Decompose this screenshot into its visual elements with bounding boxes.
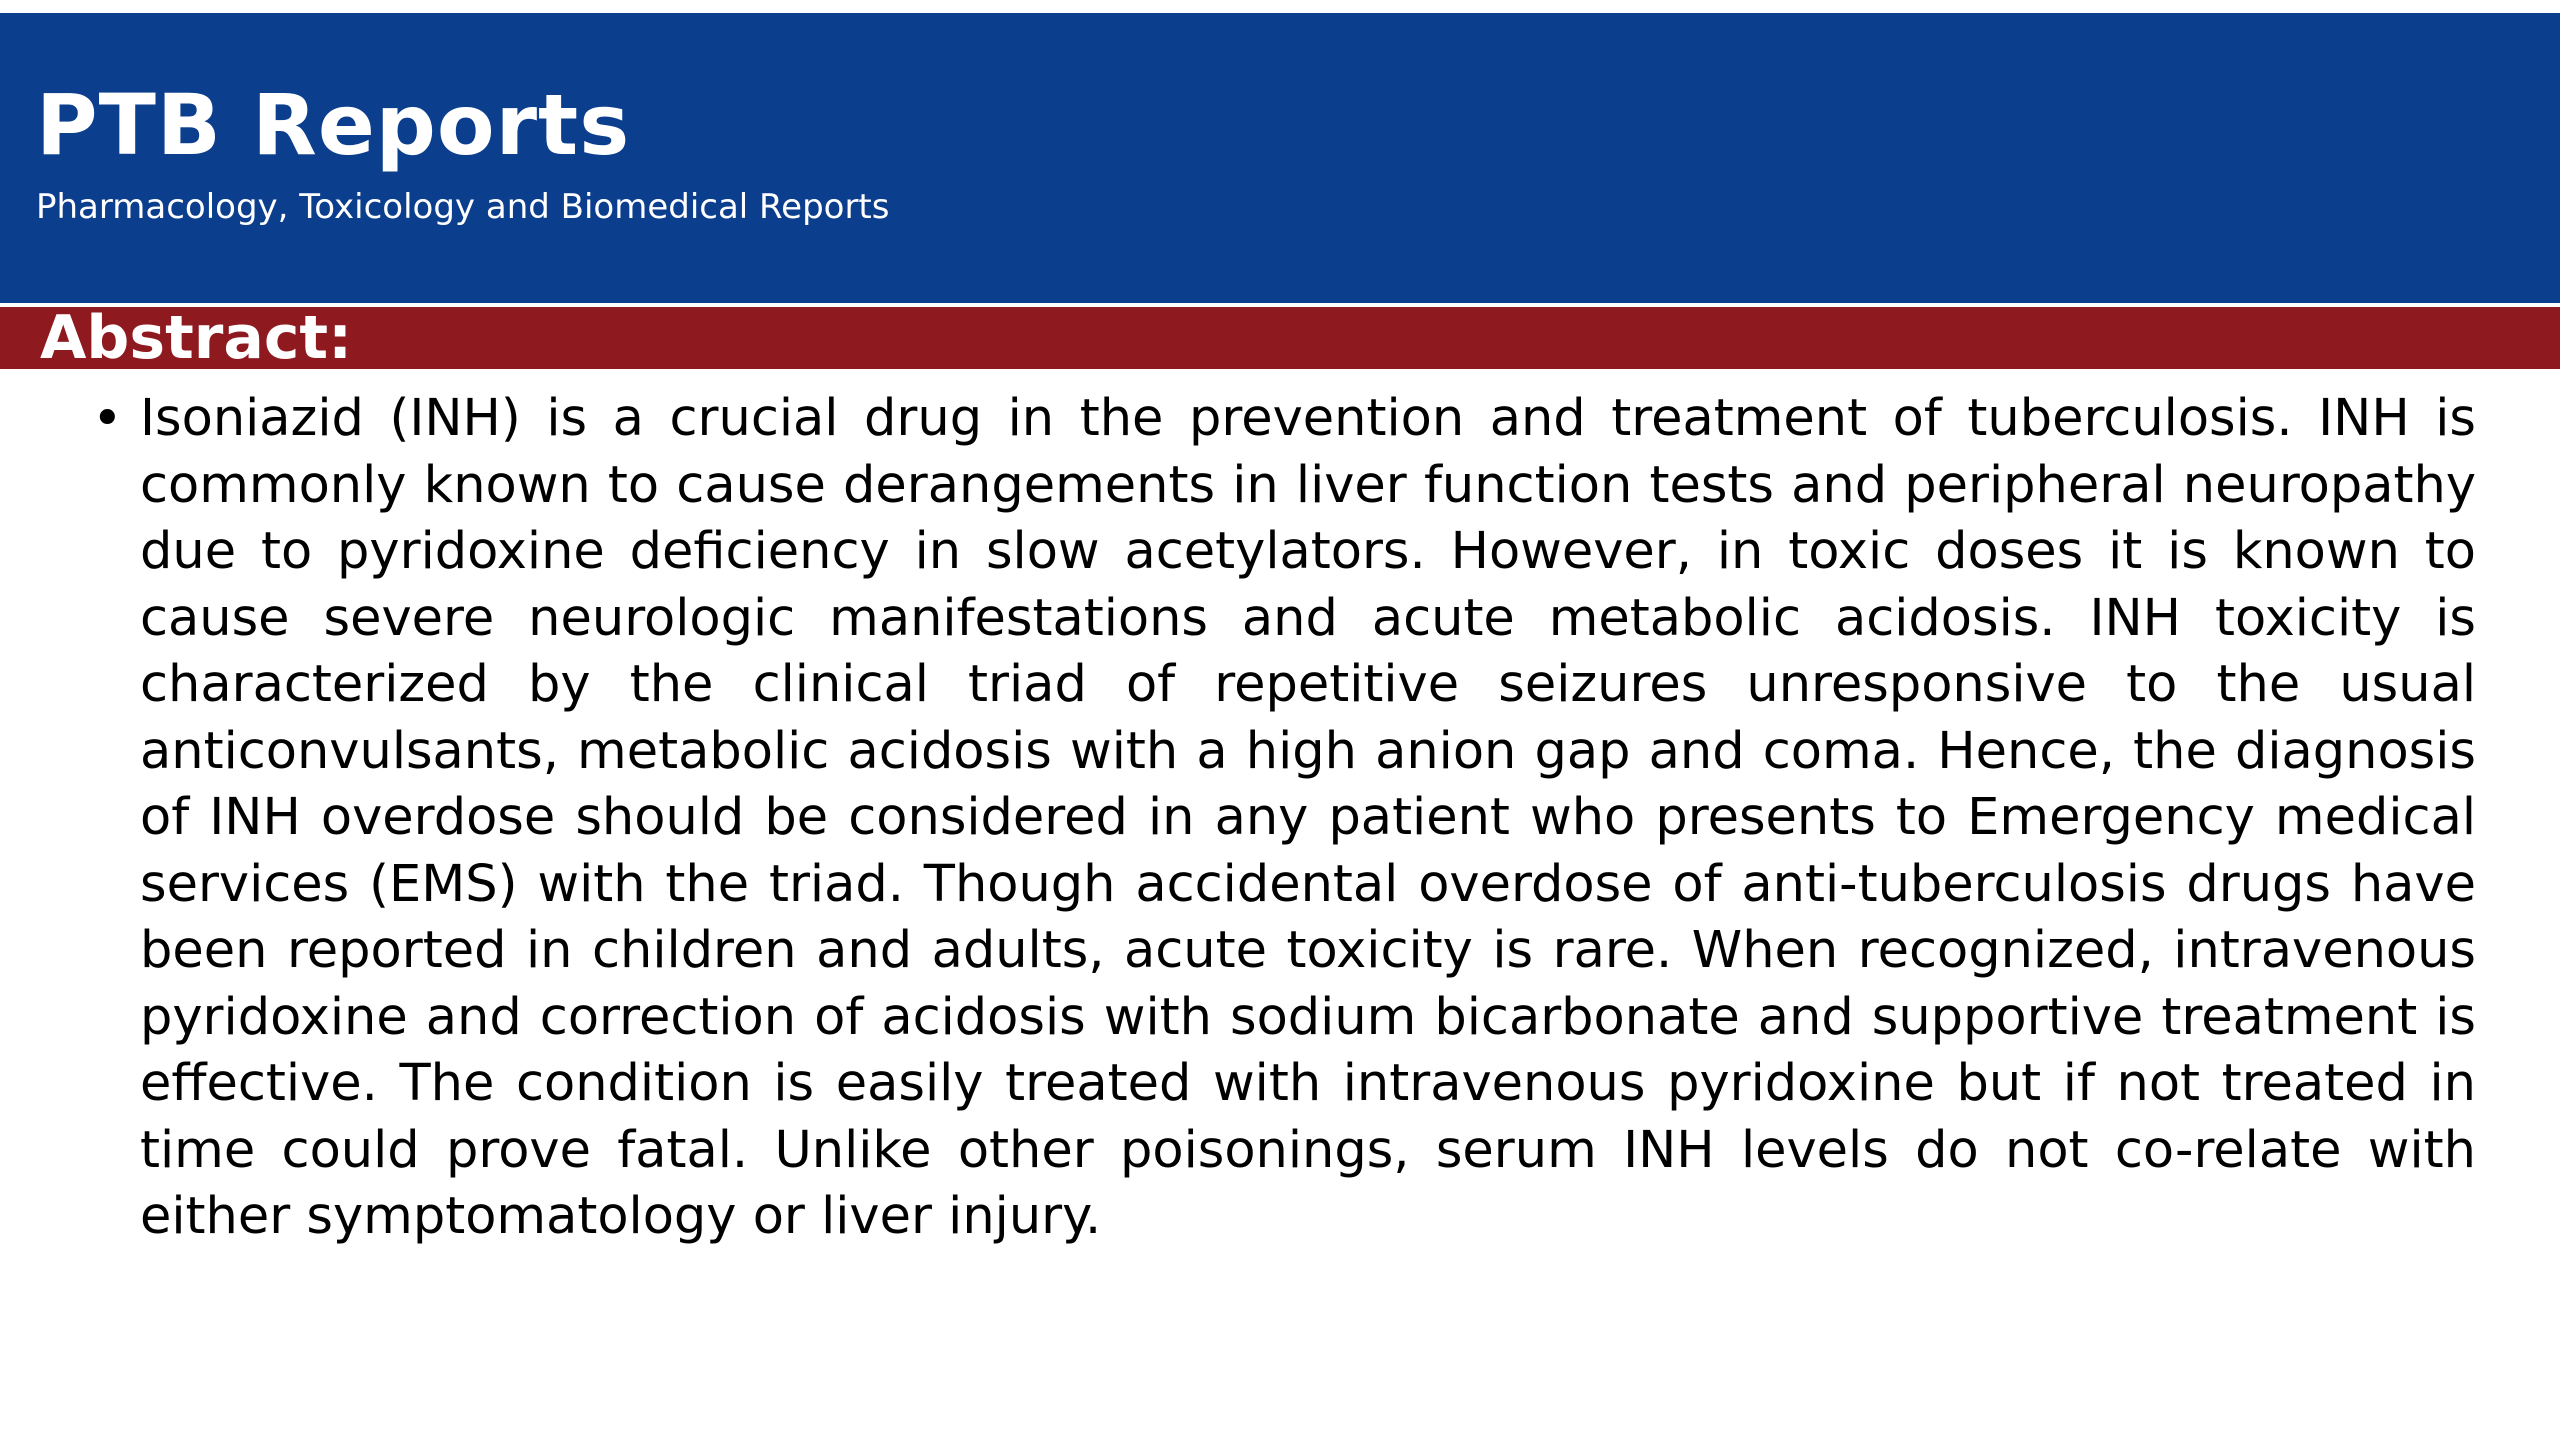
top-strip xyxy=(0,0,2560,13)
bullet-marker: • xyxy=(92,389,123,449)
journal-title: PTB Reports xyxy=(36,76,631,174)
abstract-text: Isoniazid (INH) is a crucial drug in the prevention and treatment of tuberculosis. INH is commonly known to cause derangements in liver function tests and peripheral neuropathy due to pyridoxine deficiency in slow acetylators. However, in toxic doses it is known to cause severe neurologic manifestations and acute metabolic acidosis. INH toxicity is characterized by the clinical triad of repetitive seizures unresponsive to the usual anticonvulsants, metabolic acidosis with a high anion gap and coma. Hence, the diagnosis of INH overdose should be considered in any patient who presents to Emergency medical services (EMS) with the triad. Though accidental overdose of anti-tuberculosis drugs have been reported in children and adults, acute toxicity is rare. When recognized, intravenous pyridoxine and correction of acidosis with sodium bicarbonate and supportive treatment is effective. The condition is easily treated with intravenous pyridoxine but if not treated in time could prove fatal. Unlike other poisonings, serum INH levels do not co-relate with either symptomatology or liver injury. xyxy=(140,389,2476,1246)
journal-subtitle: Pharmacology, Toxicology and Biomedical Reports xyxy=(36,187,890,227)
abstract-heading: Abstract: xyxy=(40,303,353,373)
abstract-section-bar xyxy=(0,307,2560,369)
